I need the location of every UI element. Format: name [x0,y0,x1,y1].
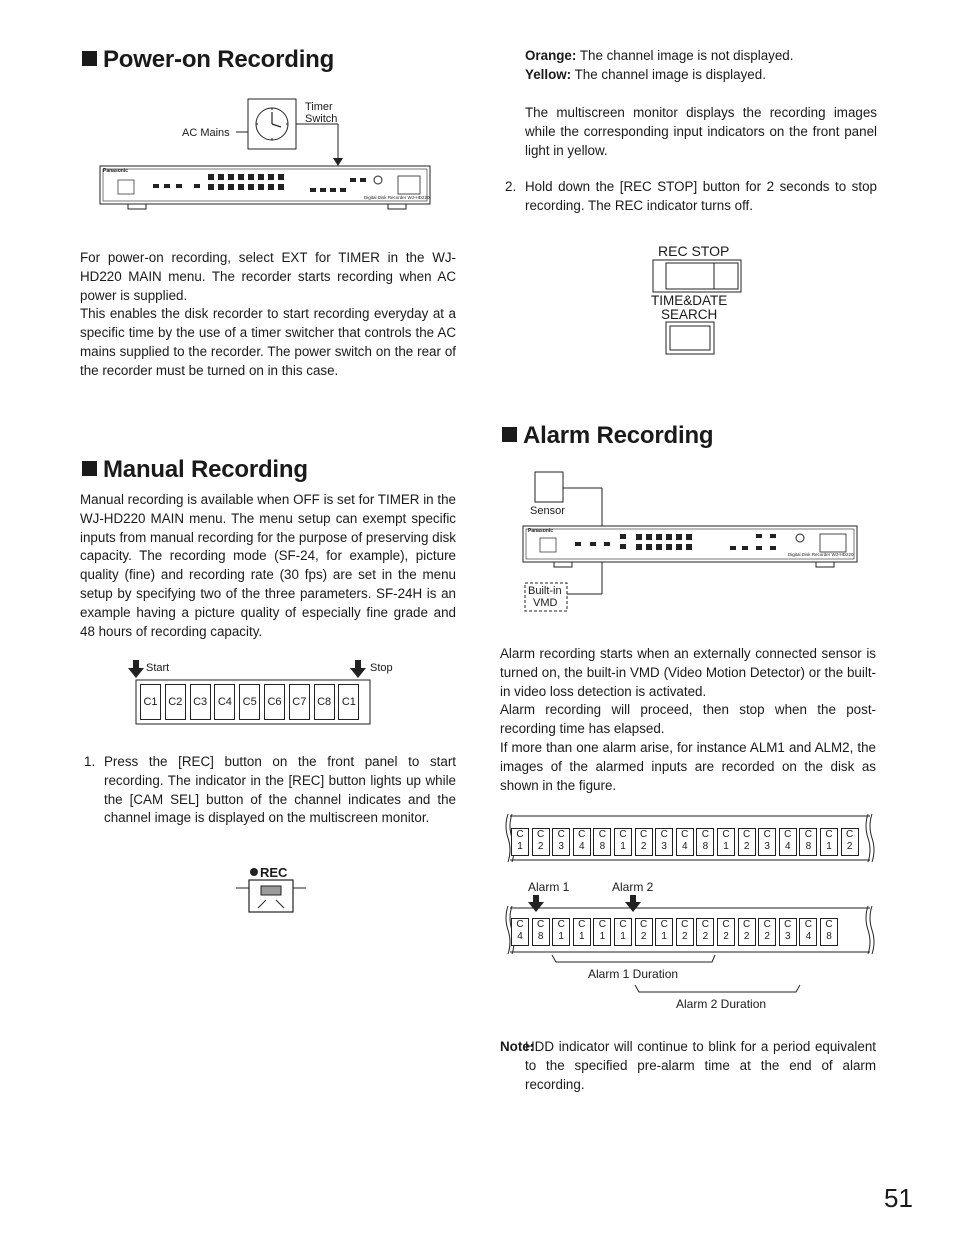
manual-sequence-diagram [128,660,398,726]
time-date-label: TIME&DATE [651,293,728,308]
timer-switch-label-2: Switch [305,113,338,125]
sequence-cell: C2 [165,684,186,720]
alarm-cell-number: 2 [743,841,750,852]
alarm-cell [511,918,529,946]
alarm-cell [511,828,529,856]
alarm-cell [738,828,756,856]
alarm-cell [614,828,632,856]
alarm-cell [820,918,838,946]
rec-label: REC [260,865,288,880]
step-1 [84,753,456,828]
alarm-cell-letter: C [784,919,792,930]
alarm-cell [696,828,714,856]
alarm-cell-number: 4 [805,931,812,942]
alarm-cell-number: 1 [620,841,626,852]
alarm-cell-letter: C [598,919,606,930]
orange-line [525,47,877,66]
alarm-cell-number: 1 [517,841,523,852]
alarm-cell [593,828,611,856]
bullet-square-icon [502,427,517,442]
alarm-cell-letter: C [660,829,668,840]
alarm-cell [532,828,550,856]
alarm-cell [799,828,817,856]
yellow-label: Yellow: [525,67,572,82]
alarm-cell-letter: C [619,829,627,840]
alarm-heading: Alarm Recording [502,422,713,450]
timer-switch-label-1: Timer [305,101,333,113]
bullet-square-icon [82,461,97,476]
alarm-diagram [520,470,865,615]
alarm-cell-letter: C [681,919,689,930]
alarm-cell [552,918,570,946]
orange-text: The channel image is not displayed. [576,48,794,63]
alarm-cell-letter: C [681,829,689,840]
alarm-cell [799,918,817,946]
sequence-cell: C7 [289,684,310,720]
alarm-cell-letter: C [763,829,771,840]
alarm-cell [820,828,838,856]
rec-stop-panel [648,240,748,360]
alarm-cell-letter: C [619,919,627,930]
alarm-cell-number: 2 [640,841,647,852]
alarm-cell-number: 2 [764,931,770,942]
alarm-brand-logo: Panasonic [528,528,554,534]
sequence-cell: C4 [214,684,235,720]
alarm-cell-letter: C [763,919,771,930]
alarm-cell [758,918,776,946]
yellow-text: The channel image is displayed. [571,67,766,82]
alarm-cell [758,828,776,856]
alarm-cell-letter: C [722,829,730,840]
alarm-cell-letter: C [578,919,586,930]
alarm-cell [676,918,694,946]
alarm-cell-letter: C [660,919,668,930]
alarm-cell [779,918,797,946]
alarm-cell-letter: C [557,919,565,930]
alarm-cell-letter: C [784,829,792,840]
alarm-cell-letter: C [825,919,833,930]
alarm-cell-letter: C [701,919,709,930]
alarm-cell [717,918,735,946]
alarm-cell [573,918,591,946]
alarm-cell-number: 8 [826,931,832,942]
alarm-cell-number: 8 [599,841,606,852]
step-2 [505,178,877,216]
alarm-cell-letter: C [742,919,751,930]
power-on-paragraph: For power-on recording, select EXT for TIMER in the WJ-HD220 MAIN menu. The recorder starts recording when AC power is supplied. This enables the disk recorder to start recording everyday at a specific time by the use of a timer switcher that controls the AC mains supplied to the recorder. The power switch on the rear of the recorder must be turned on in this case. [80,250,456,378]
alarm-cell [532,918,550,946]
step-1-text: Press the [REC] button on the front panel to start recording. The indicator in the [REC] button lights up while the [CAM SEL] button of the channel indicates and the channel image is displayed on the multiscreen monitor. [104,754,456,826]
alarm-cell [676,828,694,856]
sequence-cell: C5 [239,684,260,720]
step-1-number: 1. [84,754,96,769]
note-text: HDD indicator will continue to blink for a period equivalent to the specified pre-alarm time at the end of alarm recording. [525,1039,876,1092]
alarm-cell-number: 1 [723,841,729,852]
brand-logo: Panasonic [103,168,129,174]
alarm-cell-letter: C [516,829,524,840]
alarm-cell [717,828,735,856]
multiscreen-paragraph: The multiscreen monitor displays the recording images while the corresponding input indicators on the front panel light in yellow. [525,105,877,158]
alarm-cell-letter: C [516,919,524,930]
alarm-cell-number: 1 [599,931,606,942]
alarm-cell [573,828,591,856]
alarm-cell-letter: C [845,829,854,840]
alarm-diagram-lines [520,470,865,615]
alarm-cell [738,918,756,946]
alarm-paragraph: Alarm recording starts when an externally connected sensor is turned on, the built-in VMD (Video Motion Detector) or the built-in video loss detection is activated. Alarm recording will proceed, then stop when the post-recording time has elapsed. If more than one alarm arise, for instance ALM1 and ALM2, the images of the alarmed inputs are recorded on the disk as shown in the figure. [500,646,876,793]
alarm-cell [635,918,653,946]
alarm-cell-number: 2 [702,931,709,942]
alarm-cell-number: 1 [661,931,667,942]
alarm-cell-letter: C [639,829,648,840]
start-label: Start [146,662,170,674]
alarm-cell-number: 1 [620,931,626,942]
sequence-cell: C6 [264,684,285,720]
alarm-cell-letter: C [639,919,648,930]
alarm-cell-letter: C [598,829,606,840]
alarm-cell [696,918,714,946]
alarm1-label: Alarm 1 [528,880,570,894]
search-label: SEARCH [661,307,718,322]
sequence-cell: C3 [190,684,211,720]
alarm-cell-number: 1 [826,841,832,852]
alarm-cell [779,828,797,856]
alarm-cell-number: 2 [537,841,544,852]
alarm-cell-letter: C [804,919,812,930]
alarm-cell-number: 8 [537,931,544,942]
alarm-cell-number: 3 [785,931,791,942]
rec-button-illustration [236,864,308,916]
note-label: Note: [500,1039,535,1054]
alarm-cell [552,828,570,856]
alarm-cell-number: 8 [805,841,812,852]
alarm-model-label: Digital Disk Recorder WJ-HD220 [788,552,854,557]
page-number: 51 [884,1183,913,1213]
alarm-cell-number: 1 [558,931,564,942]
alarm-cell-letter: C [804,829,812,840]
power-on-diagram [98,96,438,216]
alarm-cell-letter: C [722,919,730,930]
manual-heading: Manual Recording [82,456,308,484]
alarm-cell-number: 8 [702,841,709,852]
bullet-square-icon [82,51,97,66]
sequence-cell: C1 [338,684,359,720]
alarm2-duration-label: Alarm 2 Duration [676,997,767,1011]
alarm-cell-number: 4 [517,931,523,942]
alarm1-duration-label: Alarm 1 Duration [588,967,679,981]
rec-stop-label: REC STOP [658,243,730,259]
alarm-cell [655,918,673,946]
power-on-heading: Power-on Recording [82,46,334,74]
alarm-cell-letter: C [742,829,751,840]
manual-paragraph: Manual recording is available when OFF is set for TIMER in the WJ-HD220 MAIN menu. The menu setup can exempt specific inputs from manual recording for the purpose of preserving disk capacity. The recording mode (SF-24, for example), picture quality (fine) and recording rate (30 fps) are set in the menu setup by specifying two of the three parameters. SF-24H is an example having a picture quality of especially fine grade and 48 hours of recording capacity. [80,492,456,639]
yellow-line [525,66,877,85]
alarm-cell-letter: C [701,829,709,840]
alarm-cell [841,828,859,856]
ac-mains-label: AC Mains [182,127,230,139]
vmd-label-1: Built-in [528,585,562,597]
alarm-cell-number: 3 [661,841,667,852]
alarm-cell-number: 3 [764,841,770,852]
alarm-cell-letter: C [536,829,545,840]
alarm-cell-number: 2 [846,841,853,852]
alarm-cell-number: 2 [723,931,729,942]
alarm-cell-number: 1 [579,931,585,942]
sequence-cell: C8 [314,684,335,720]
alarm-cell-number: 4 [682,841,688,852]
alarm-cell-number: 2 [682,931,688,942]
alarm-cell [614,918,632,946]
alarm2-label: Alarm 2 [612,880,654,894]
alarm-cell [655,828,673,856]
model-label: Digital Disk Recorder WJ-HD220 [364,195,430,200]
alarm-cell-letter: C [578,829,586,840]
alarm-cell-number: 2 [743,931,750,942]
step-2-number: 2. [505,179,517,194]
orange-label: Orange: [525,48,577,63]
alarm-cell [593,918,611,946]
alarm-cell-letter: C [557,829,565,840]
alarm-cell-number: 2 [640,931,647,942]
sequence-cell: C1 [140,684,161,720]
alarm-cell-number: 3 [558,841,564,852]
sensor-label: Sensor [530,505,565,517]
stop-label: Stop [370,662,393,674]
alarm-cell-letter: C [825,829,833,840]
vmd-label-2: VMD [533,597,558,609]
alarm-sequence-figure [500,812,885,1017]
note-block [500,1038,876,1094]
alarm-cell-number: 4 [785,841,791,852]
alarm-cell-number: 4 [579,841,585,852]
step-2-text: Hold down the [REC STOP] button for 2 seconds to stop recording. The REC indicator turns off. [525,179,877,213]
alarm-cell [635,828,653,856]
alarm-cell-letter: C [536,919,545,930]
